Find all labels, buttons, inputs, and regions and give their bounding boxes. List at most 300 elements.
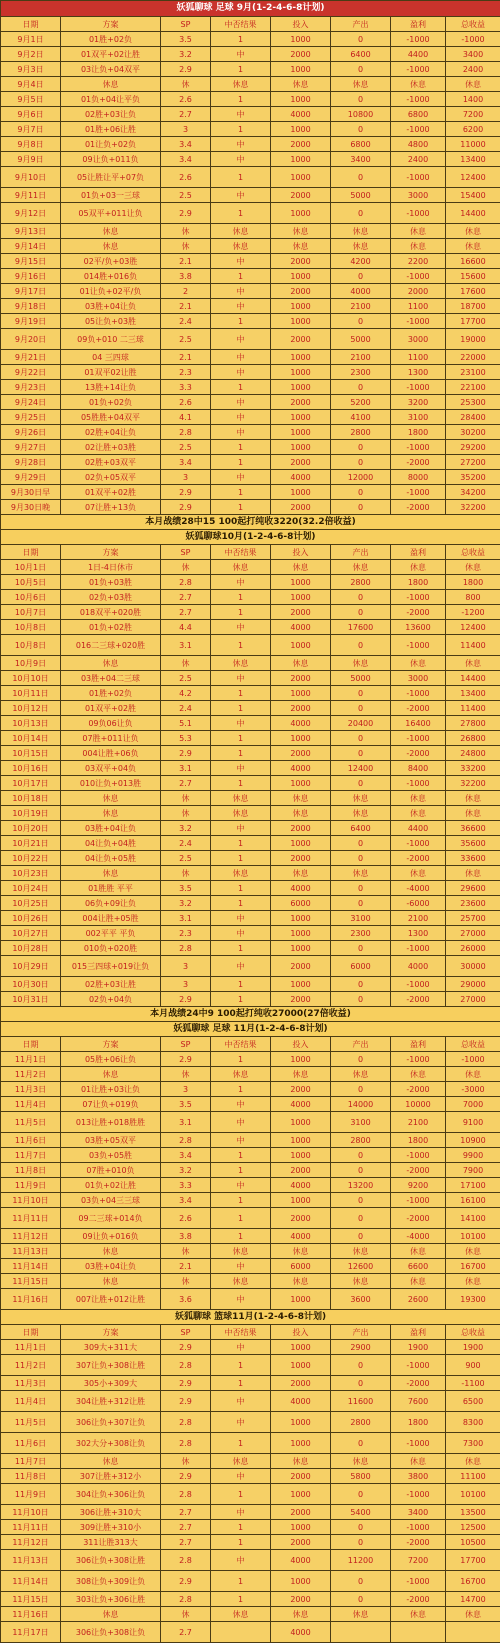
total-cell: 休息 xyxy=(446,1244,500,1259)
profit-cell: -1000 xyxy=(391,1355,446,1376)
total-cell: 1900 xyxy=(446,1340,500,1355)
profit-cell: -1000 xyxy=(391,941,446,956)
result-cell: 1 xyxy=(211,992,271,1007)
sp-cell: 休 xyxy=(161,1607,211,1622)
profit-cell: -1000 xyxy=(391,977,446,992)
table-row xyxy=(1,911,500,926)
total-cell: 休息 xyxy=(446,224,500,239)
plan-cell: 休息 xyxy=(61,1244,161,1259)
table-row xyxy=(1,314,500,329)
result-cell: 1 xyxy=(211,1355,271,1376)
total-cell: 14400 xyxy=(446,203,500,224)
result-cell: 中 xyxy=(211,1112,271,1133)
profit-cell: 休息 xyxy=(391,1244,446,1259)
plan-cell: 309让胜+310小 xyxy=(61,1520,161,1535)
profit-cell: 休息 xyxy=(391,77,446,92)
total-cell: 26000 xyxy=(446,941,500,956)
payout-cell: 0 xyxy=(331,605,391,620)
payout-cell: 休息 xyxy=(331,1607,391,1622)
stake-cell: 休息 xyxy=(271,224,331,239)
stake-cell: 休息 xyxy=(271,1607,331,1622)
payout-cell: 6000 xyxy=(331,956,391,977)
profit-cell: -1000 xyxy=(391,122,446,137)
column-header-row xyxy=(1,1037,500,1052)
profit-cell: -1000 xyxy=(391,1052,446,1067)
date-cell: 11月13日 xyxy=(1,1244,61,1259)
page-title: 妖狐聊球 足球 9月(1-2-4-6-8计划) xyxy=(1,1,500,17)
profit-cell: -2000 xyxy=(391,701,446,716)
stake-cell: 休息 xyxy=(271,1274,331,1289)
date-cell: 11月9日 xyxy=(1,1484,61,1505)
stake-cell: 4000 xyxy=(271,1622,331,1643)
profit-cell: -2000 xyxy=(391,1592,446,1607)
result-cell: 中 xyxy=(211,956,271,977)
date-cell: 11月8日 xyxy=(1,1163,61,1178)
total-cell: 8300 xyxy=(446,1412,500,1433)
table-row xyxy=(1,1148,500,1163)
column-header: 盈利 xyxy=(391,545,446,560)
date-cell: 9月30日早 xyxy=(1,485,61,500)
total-cell: 35600 xyxy=(446,836,500,851)
plan-cell: 02负+04负 xyxy=(61,992,161,1007)
total-cell: 30200 xyxy=(446,425,500,440)
stake-cell: 休息 xyxy=(271,239,331,254)
profit-cell: -1000 xyxy=(391,1520,446,1535)
date-cell: 11月12日 xyxy=(1,1229,61,1244)
plan-cell: 002平平 平负 xyxy=(61,926,161,941)
date-cell: 10月22日 xyxy=(1,851,61,866)
total-cell: 18700 xyxy=(446,299,500,314)
total-cell: 11400 xyxy=(446,635,500,656)
total-cell: 7300 xyxy=(446,1433,500,1454)
total-cell: 10500 xyxy=(446,1535,500,1550)
plan-cell: 03让负+04双平 xyxy=(61,62,161,77)
payout-cell: 2800 xyxy=(331,575,391,590)
stake-cell: 1000 xyxy=(271,440,331,455)
table-row xyxy=(1,941,500,956)
date-cell: 9月7日 xyxy=(1,122,61,137)
date-cell: 10月15日 xyxy=(1,746,61,761)
profit-cell: 1800 xyxy=(391,1412,446,1433)
table-row xyxy=(1,1484,500,1505)
profit-cell: 休息 xyxy=(391,866,446,881)
payout-cell: 6800 xyxy=(331,137,391,152)
result-cell: 1 xyxy=(211,701,271,716)
sp-cell: 3.1 xyxy=(161,1112,211,1133)
table-row xyxy=(1,1622,500,1643)
sp-cell: 3.1 xyxy=(161,635,211,656)
total-cell: 休息 xyxy=(446,1274,500,1289)
profit-cell: 1800 xyxy=(391,1133,446,1148)
stake-cell: 休息 xyxy=(271,1454,331,1469)
total-cell: 16700 xyxy=(446,1259,500,1274)
result-cell: 1 xyxy=(211,1535,271,1550)
result-cell: 中 xyxy=(211,1469,271,1484)
payout-cell: 休息 xyxy=(331,1274,391,1289)
sp-cell: 2.1 xyxy=(161,254,211,269)
result-cell: 中 xyxy=(211,329,271,350)
section-banner-row xyxy=(1,530,500,545)
plan-cell: 010让负+013胜 xyxy=(61,776,161,791)
stake-cell: 4000 xyxy=(271,470,331,485)
table-row xyxy=(1,701,500,716)
column-header: 盈利 xyxy=(391,1325,446,1340)
sp-cell: 3.4 xyxy=(161,137,211,152)
result-cell: 1 xyxy=(211,455,271,470)
sp-cell: 休 xyxy=(161,1454,211,1469)
result-cell: 中 xyxy=(211,47,271,62)
stake-cell: 4000 xyxy=(271,1391,331,1412)
table-row xyxy=(1,731,500,746)
plan-cell: 05胜胜+04双平 xyxy=(61,410,161,425)
payout-cell: 10800 xyxy=(331,107,391,122)
result-cell: 中 xyxy=(211,107,271,122)
payout-cell: 3100 xyxy=(331,1112,391,1133)
table-row xyxy=(1,32,500,47)
table-row xyxy=(1,956,500,977)
payout-cell: 12600 xyxy=(331,1259,391,1274)
date-cell: 11月10日 xyxy=(1,1505,61,1520)
sp-cell: 2.1 xyxy=(161,1259,211,1274)
sp-cell: 2.7 xyxy=(161,1622,211,1643)
date-cell: 9月17日 xyxy=(1,284,61,299)
table-row xyxy=(1,560,500,575)
result-cell: 1 xyxy=(211,485,271,500)
date-cell: 11月17日 xyxy=(1,1622,61,1643)
result-cell: 中 xyxy=(211,470,271,485)
plan-cell: 02胜+03双平 xyxy=(61,455,161,470)
sp-cell: 3.2 xyxy=(161,821,211,836)
result-cell: 1 xyxy=(211,269,271,284)
table-row xyxy=(1,761,500,776)
date-cell: 11月16日 xyxy=(1,1289,61,1310)
stake-cell: 1000 xyxy=(271,410,331,425)
total-cell: 15400 xyxy=(446,188,500,203)
date-cell: 9月19日 xyxy=(1,314,61,329)
total-cell: 32200 xyxy=(446,776,500,791)
sp-cell: 2.5 xyxy=(161,188,211,203)
sp-cell: 2.9 xyxy=(161,1052,211,1067)
plan-cell: 016二三球+020胜 xyxy=(61,635,161,656)
total-cell: 7200 xyxy=(446,107,500,122)
result-cell: 中 xyxy=(211,671,271,686)
profit-cell: 1800 xyxy=(391,575,446,590)
table-row xyxy=(1,1376,500,1391)
table-row xyxy=(1,1097,500,1112)
stake-cell: 休息 xyxy=(271,656,331,671)
plan-cell: 014胜+016负 xyxy=(61,269,161,284)
stake-cell: 1000 xyxy=(271,1520,331,1535)
total-cell: 32200 xyxy=(446,500,500,515)
payout-cell: 休息 xyxy=(331,656,391,671)
date-cell: 9月16日 xyxy=(1,269,61,284)
total-cell: 22000 xyxy=(446,350,500,365)
profit-cell: 休息 xyxy=(391,1454,446,1469)
sp-cell: 2.5 xyxy=(161,329,211,350)
payout-cell: 11200 xyxy=(331,1550,391,1571)
table-row xyxy=(1,1550,500,1571)
date-cell: 9月6日 xyxy=(1,107,61,122)
sp-cell: 3.6 xyxy=(161,1289,211,1310)
stake-cell: 2000 xyxy=(271,1163,331,1178)
profit-cell: 2400 xyxy=(391,152,446,167)
plan-cell: 01胜胜 平平 xyxy=(61,881,161,896)
sp-cell: 2.9 xyxy=(161,746,211,761)
result-cell: 中 xyxy=(211,425,271,440)
stake-cell: 2000 xyxy=(271,605,331,620)
profit-cell: 休息 xyxy=(391,656,446,671)
payout-cell: 0 xyxy=(331,1208,391,1229)
stake-cell: 2000 xyxy=(271,992,331,1007)
stake-cell: 1000 xyxy=(271,1052,331,1067)
profit-cell: -2000 xyxy=(391,1082,446,1097)
result-cell: 1 xyxy=(211,62,271,77)
column-header: 总收益 xyxy=(446,17,500,32)
date-cell: 11月3日 xyxy=(1,1376,61,1391)
plan-cell: 013让胜+018胜胜 xyxy=(61,1112,161,1133)
stake-cell: 2000 xyxy=(271,254,331,269)
date-cell: 10月5日 xyxy=(1,575,61,590)
table-row xyxy=(1,851,500,866)
table-row xyxy=(1,1433,500,1454)
profit-cell: -1000 xyxy=(391,1571,446,1592)
section-banner-row xyxy=(1,1007,500,1022)
result-cell: 1 xyxy=(211,1571,271,1592)
profit-cell: -1000 xyxy=(391,32,446,47)
result-cell: 休息 xyxy=(211,791,271,806)
table-row xyxy=(1,485,500,500)
total-cell: 休息 xyxy=(446,1607,500,1622)
stake-cell: 2000 xyxy=(271,500,331,515)
profit-cell: 2100 xyxy=(391,1112,446,1133)
date-cell: 11月4日 xyxy=(1,1391,61,1412)
payout-cell: 0 xyxy=(331,881,391,896)
plan-cell: 007让胜+012让胜 xyxy=(61,1289,161,1310)
profit-cell: 休息 xyxy=(391,560,446,575)
total-cell: 12400 xyxy=(446,167,500,188)
payout-cell: 5200 xyxy=(331,395,391,410)
stake-cell: 1000 xyxy=(271,350,331,365)
profit-cell: 6800 xyxy=(391,107,446,122)
stake-cell: 1000 xyxy=(271,32,331,47)
stake-cell: 1000 xyxy=(271,590,331,605)
table-row xyxy=(1,620,500,635)
table-row xyxy=(1,62,500,77)
stake-cell: 1000 xyxy=(271,1571,331,1592)
sp-cell: 3.4 xyxy=(161,1148,211,1163)
plan-cell: 03胜+04让负 xyxy=(61,821,161,836)
plan-cell: 04让负+05胜 xyxy=(61,851,161,866)
result-cell: 中 xyxy=(211,1412,271,1433)
total-cell: 10100 xyxy=(446,1229,500,1244)
table-row xyxy=(1,329,500,350)
total-cell: 26800 xyxy=(446,731,500,746)
date-cell: 10月10日 xyxy=(1,671,61,686)
stake-cell: 2000 xyxy=(271,47,331,62)
plan-cell: 休息 xyxy=(61,866,161,881)
payout-cell: 0 xyxy=(331,92,391,107)
result-cell: 休息 xyxy=(211,1274,271,1289)
table-row xyxy=(1,299,500,314)
date-cell: 9月2日 xyxy=(1,47,61,62)
sp-cell: 2.4 xyxy=(161,836,211,851)
sp-cell: 2.8 xyxy=(161,1592,211,1607)
table-row xyxy=(1,1571,500,1592)
stake-cell: 1000 xyxy=(271,836,331,851)
payout-cell: 0 xyxy=(331,1484,391,1505)
payout-cell: 休息 xyxy=(331,866,391,881)
total-cell: 休息 xyxy=(446,77,500,92)
sp-cell: 休 xyxy=(161,239,211,254)
plan-cell: 03胜+05双平 xyxy=(61,1133,161,1148)
payout-cell: 休息 xyxy=(331,77,391,92)
result-cell: 中 xyxy=(211,299,271,314)
profit-cell: 8400 xyxy=(391,761,446,776)
plan-cell: 307让胜+312小 xyxy=(61,1469,161,1484)
total-cell: 36600 xyxy=(446,821,500,836)
payout-cell: 休息 xyxy=(331,1454,391,1469)
stake-cell: 2000 xyxy=(271,137,331,152)
payout-cell: 0 xyxy=(331,992,391,1007)
profit-cell: 休息 xyxy=(391,1274,446,1289)
total-cell: 14100 xyxy=(446,1208,500,1229)
total-cell: 22100 xyxy=(446,380,500,395)
plan-cell: 01双平+02让胜 xyxy=(61,47,161,62)
profit-cell: -4000 xyxy=(391,1229,446,1244)
result-cell: 1 xyxy=(211,92,271,107)
stake-cell: 4000 xyxy=(271,1178,331,1193)
total-cell: 休息 xyxy=(446,656,500,671)
total-cell: 35200 xyxy=(446,470,500,485)
stake-cell: 休息 xyxy=(271,77,331,92)
sp-cell: 2.1 xyxy=(161,299,211,314)
result-cell: 中 xyxy=(211,1340,271,1355)
sp-cell: 2.6 xyxy=(161,395,211,410)
date-cell: 11月6日 xyxy=(1,1133,61,1148)
sp-cell: 3.4 xyxy=(161,152,211,167)
result-cell: 1 xyxy=(211,440,271,455)
column-header: 中否结果 xyxy=(211,1325,271,1340)
profit-cell: 4400 xyxy=(391,821,446,836)
plan-cell: 02胜+03让负 xyxy=(61,107,161,122)
payout-cell: 0 xyxy=(331,269,391,284)
stake-cell: 6000 xyxy=(271,896,331,911)
plan-cell: 03胜+04二三球 xyxy=(61,671,161,686)
date-cell: 9月8日 xyxy=(1,137,61,152)
sp-cell: 2.9 xyxy=(161,485,211,500)
total-cell: 9900 xyxy=(446,1148,500,1163)
stake-cell: 1000 xyxy=(271,776,331,791)
date-cell: 10月31日 xyxy=(1,992,61,1007)
sp-cell: 3.2 xyxy=(161,896,211,911)
profit-cell: 休息 xyxy=(391,1067,446,1082)
profit-cell: 休息 xyxy=(391,806,446,821)
date-cell: 10月23日 xyxy=(1,866,61,881)
table-row xyxy=(1,122,500,137)
column-header: 中否结果 xyxy=(211,1037,271,1052)
column-header: 产出 xyxy=(331,1325,391,1340)
sp-cell: 3 xyxy=(161,1082,211,1097)
profit-cell: 1100 xyxy=(391,350,446,365)
sp-cell: 3.5 xyxy=(161,32,211,47)
table-row xyxy=(1,1244,500,1259)
plan-cell: 01让负+02负 xyxy=(61,137,161,152)
table-row xyxy=(1,380,500,395)
profit-cell: 1800 xyxy=(391,425,446,440)
plan-cell: 休息 xyxy=(61,239,161,254)
table-row xyxy=(1,47,500,62)
payout-cell: 0 xyxy=(331,701,391,716)
plan-cell: 休息 xyxy=(61,77,161,92)
column-header: SP xyxy=(161,17,211,32)
sp-cell: 2.5 xyxy=(161,671,211,686)
date-cell: 10月1日 xyxy=(1,560,61,575)
sp-cell: 2.9 xyxy=(161,62,211,77)
plan-cell: 309大+311大 xyxy=(61,1340,161,1355)
stake-cell: 1000 xyxy=(271,365,331,380)
payout-cell: 4200 xyxy=(331,254,391,269)
payout-cell: 0 xyxy=(331,896,391,911)
sp-cell: 2.8 xyxy=(161,1433,211,1454)
total-cell: 29000 xyxy=(446,977,500,992)
date-cell: 9月21日 xyxy=(1,350,61,365)
payout-cell: 3600 xyxy=(331,1289,391,1310)
stake-cell: 2000 xyxy=(271,671,331,686)
sp-cell: 3.8 xyxy=(161,269,211,284)
table-row xyxy=(1,1229,500,1244)
plan-cell: 308让负+309让负 xyxy=(61,1571,161,1592)
date-cell: 11月15日 xyxy=(1,1592,61,1607)
payout-cell: 2900 xyxy=(331,1340,391,1355)
stake-cell: 2000 xyxy=(271,1208,331,1229)
stake-cell: 休息 xyxy=(271,806,331,821)
column-header: 方案 xyxy=(61,545,161,560)
result-cell: 1 xyxy=(211,1208,271,1229)
stake-cell: 1000 xyxy=(271,977,331,992)
plan-cell: 09二三球+014负 xyxy=(61,1208,161,1229)
date-cell: 9月23日 xyxy=(1,380,61,395)
table-row xyxy=(1,395,500,410)
profit-cell: -2000 xyxy=(391,500,446,515)
table-row xyxy=(1,350,500,365)
table-row xyxy=(1,590,500,605)
date-cell: 11月1日 xyxy=(1,1052,61,1067)
profit-cell: 1100 xyxy=(391,299,446,314)
profit-cell: 8000 xyxy=(391,470,446,485)
table-row xyxy=(1,188,500,203)
stake-cell: 1000 xyxy=(271,1133,331,1148)
plan-cell: 01双平+02胜 xyxy=(61,701,161,716)
total-cell: 34200 xyxy=(446,485,500,500)
payout-cell: 6400 xyxy=(331,47,391,62)
stake-cell: 1000 xyxy=(271,380,331,395)
table-row xyxy=(1,716,500,731)
plan-cell: 休息 xyxy=(61,1607,161,1622)
plan-cell: 05胜+06让负 xyxy=(61,1052,161,1067)
profit-cell: -1000 xyxy=(391,314,446,329)
result-cell: 中 xyxy=(211,254,271,269)
total-cell: 19300 xyxy=(446,1289,500,1310)
payout-cell: 0 xyxy=(331,1535,391,1550)
total-cell: 29200 xyxy=(446,440,500,455)
total-cell: 13400 xyxy=(446,686,500,701)
total-cell: 6200 xyxy=(446,122,500,137)
profit-cell: 4000 xyxy=(391,956,446,977)
sp-cell: 3.2 xyxy=(161,47,211,62)
date-cell: 10月24日 xyxy=(1,881,61,896)
sp-cell: 3 xyxy=(161,470,211,485)
payout-cell: 0 xyxy=(331,440,391,455)
